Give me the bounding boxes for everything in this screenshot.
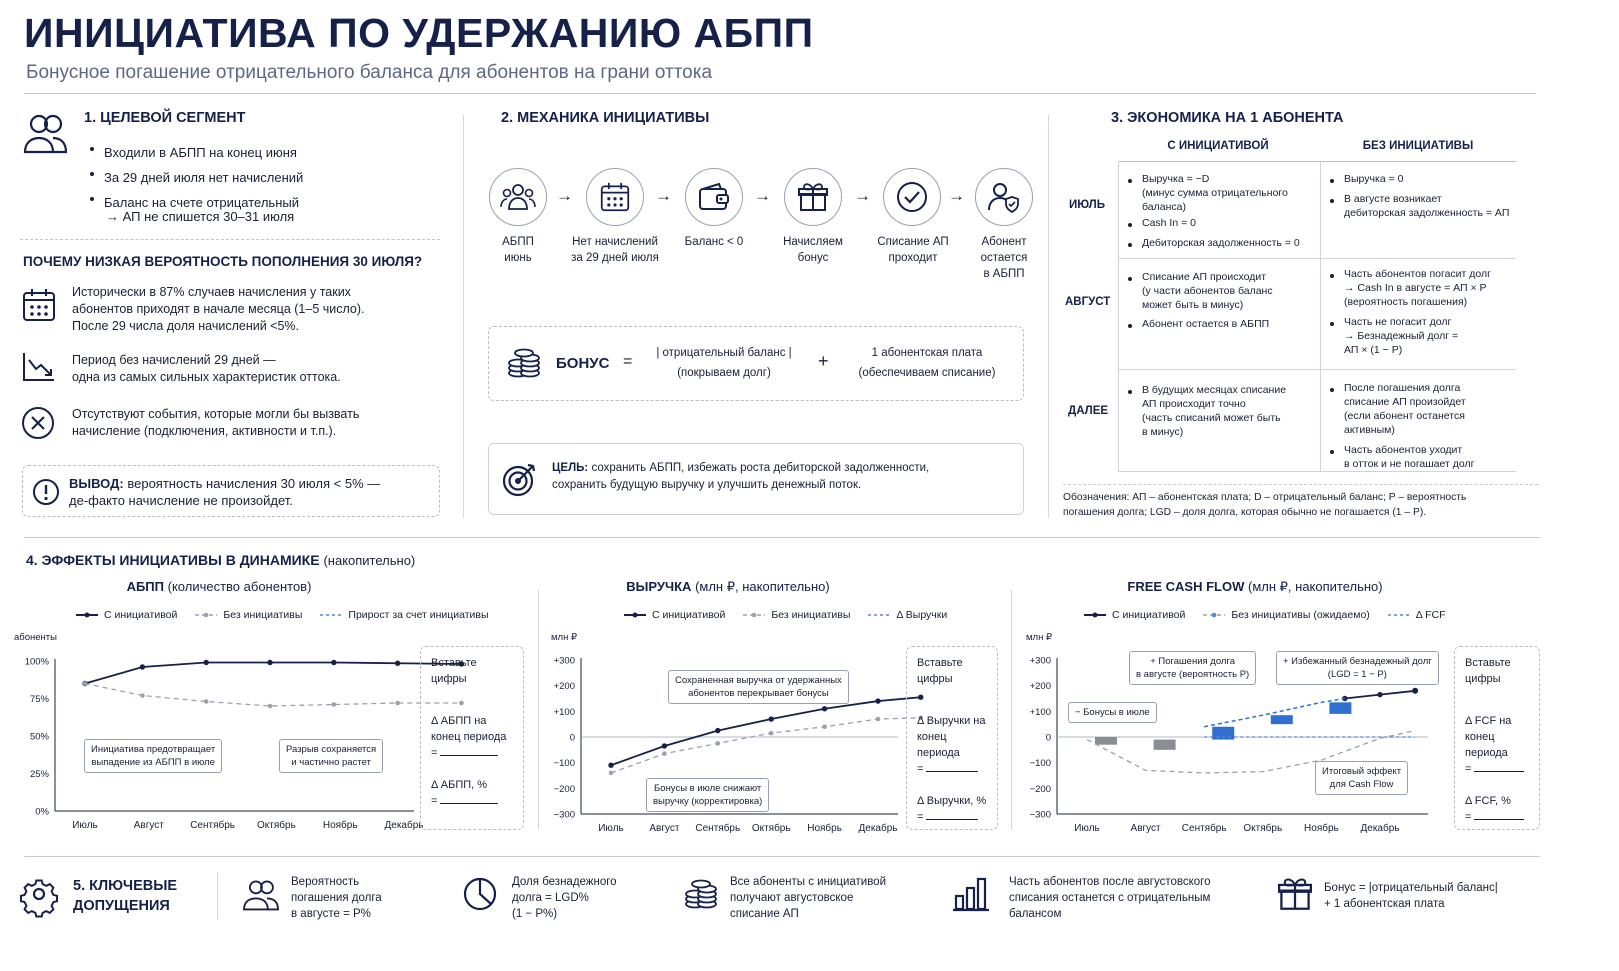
data-point [822,706,827,711]
wallet-icon [698,183,730,211]
step-circle [784,168,842,226]
bar [1095,737,1117,745]
segment-criteria-list [90,140,430,215]
column-header-with: С ИНИЦИАТИВОЙ [1167,140,1269,152]
divider [24,856,1540,857]
chart-legend [76,609,489,621]
plus-sign: + [818,351,829,371]
x-tick-label: Август [133,820,164,831]
section1-title: 1. ЦЕЛЕВОЙ СЕГМЕНТ [84,110,246,126]
data-point [769,731,774,736]
bonus-term-fee: 1 абонентская плата (обеспечиваем списание) [858,347,996,379]
section2-title: 2. МЕХАНИКА ИНИЦИАТИВЫ [501,110,710,126]
chart-subscribers [14,578,524,840]
step-label: Абонент остается в АБПП [980,236,1028,280]
y-tick-label: −300 [553,809,575,821]
y-tick-label: 50% [29,731,49,743]
chart-annotation: − Бонусы в июле [1068,702,1157,723]
users-icon [22,110,68,158]
gift-icon [798,182,828,212]
cell-later-with: В будущих месяцах списание АП происходит точно (часть списаний может быть в минус) [1128,383,1316,439]
section3-title: 3. ЭКОНОМИКА НА 1 АБОНЕНТА [1111,110,1344,126]
data-point [268,704,273,709]
bar [1271,715,1293,724]
chart-legend [624,609,947,621]
chart-annotation: Итоговый эффект для Cash Flow [1315,761,1408,795]
flow-arrow: → [854,186,871,205]
x-tick-label: Август [1130,823,1161,834]
flow-arrow: → [754,186,771,205]
data-point [83,681,88,686]
x-tick-label: Ноябрь [322,820,358,831]
y-tick-label: +300 [553,655,575,667]
chart-annotation: Инициатива предотвращает выпадение из АБПП в июле [84,739,222,773]
cell-august-without: Часть абонентов погасит долг → Cash In в августе = АП × P (вероятность погашения) Часть не погасит долг → Безнадежный долг = АП × (1 − P) [1330,267,1516,357]
legend-swatch [320,612,342,618]
y-tick-label: −200 [1029,783,1051,795]
y-tick-label: −200 [553,783,575,795]
x-tick-label: Октябрь [1243,823,1283,834]
series-line [611,697,921,765]
legend-swatch [1084,612,1106,618]
step-label: Начисляем бонус [783,236,843,264]
y-tick-label: +300 [1029,655,1051,667]
x-tick-label: Ноябрь [1304,823,1339,834]
y-tick-label: +100 [553,706,575,718]
chart-annotation: Разрыв сохраняется и частично растет [279,739,383,773]
users-icon [500,182,536,212]
chart-annotation: + Погашения долга в августе (вероятность P) [1129,651,1256,685]
step-circle [883,168,941,226]
y-axis-label: млн ₽ [1026,632,1053,643]
reason-item: Исторически в 87% случаев начисления у таких абонентов приходят в начале месяца (1–5 число). После 29 числа доля начислений <5%. [72,285,365,333]
cell-august-with: Списание АП происходит (у части абонентов баланс может быть в минус) Абонент остается в АБПП [1128,270,1316,331]
divider [20,239,440,240]
row-label-july: ИЮЛЬ [1069,199,1106,211]
divider [1048,115,1049,518]
x-tick-label: Ноябрь [807,823,842,834]
divider [1118,161,1516,162]
data-point [715,728,720,733]
info-icon [32,478,60,506]
chart-title: ВЫРУЧКА (млн ₽, накопительно) [626,579,830,594]
x-tick-label: Сентябрь [695,823,741,834]
x-tick-label: Декабрь [858,823,898,834]
data-point [332,702,337,707]
data-point [609,771,614,776]
data-point [662,743,667,748]
chart-title: FREE CASH FLOW (млн ₽, накопительно) [1127,579,1383,594]
flow-arrow: → [948,186,965,205]
bar [1154,740,1176,750]
users-icon [241,878,281,912]
bonus-label: БОНУС [556,355,610,372]
divider [538,590,539,830]
assumption-item: Доля безнадежного долга = LGD% (1 − P%) [512,876,617,920]
assumption-item: Бонус = |отрицательный баланс| + 1 абонентская плата [1324,882,1498,910]
x-tick-label: Октябрь [751,823,791,834]
series-line [611,718,921,773]
step-label: Баланс < 0 [684,236,744,248]
assumption-item: Часть абонентов после августовского списания останется с отрицательным балансом [1009,876,1211,920]
criteria-item: Баланс на счете отрицательный [90,190,430,215]
legend-item: Прирост за счет инициативы [348,609,489,621]
cell-july-with: Выручка = −D (минус сумма отрицательного баланса) Cash In = 0 Дебиторская задолженность = 0 [1128,172,1316,250]
x-tick-label: Декабрь [1360,823,1400,834]
data-point [1377,692,1382,697]
x-tick-label: Август [649,823,680,834]
data-point [395,701,400,706]
conclusion-label: ВЫВОД: [69,476,124,491]
section-assumptions [20,868,1540,958]
legend-item: Δ Выручки [896,609,948,621]
y-tick-label: +100 [1029,706,1051,718]
section-target-segment [20,104,445,524]
insert-figures-box[interactable]: Вставьте цифры Δ FCF на конец периода = Δ FCF, % = [1454,646,1540,830]
divider [1063,484,1538,485]
step-label: Нет начислений за 29 дней июля [571,236,659,264]
y-axis-label: млн ₽ [551,632,578,643]
y-tick-label: 75% [29,694,49,705]
y-tick-label: 0 [569,732,575,744]
coins-icon [684,878,718,910]
goal-text: сохранить будущую выручку и улучшить денежный поток. [552,479,862,491]
x-circle-icon [21,406,55,440]
legend-item: С инициативой [1112,609,1186,621]
x-tick-label: Июль [598,823,624,834]
y-tick-label: 0% [35,806,49,818]
divider [1118,369,1516,370]
pie-icon [462,876,498,912]
row-label-later: ДАЛЕЕ [1068,405,1109,417]
cell-later-without: После погашения долга списание АП произойдет (если абонент останется активным) Часть абонентов уходит в отток и не погашает долг [1330,381,1516,471]
chart-plot [14,638,424,838]
cell-july-without: Выручка = 0 В августе возникает дебиторская задолженность = АП [1330,172,1516,220]
column-header-without: БЕЗ ИНИЦИАТИВЫ [1362,140,1474,152]
data-point [876,717,881,722]
divider [1320,161,1321,471]
step-circle [685,168,743,226]
data-point [395,661,400,666]
legend-swatch [195,612,217,618]
x-tick-label: Сентябрь [1181,823,1227,834]
insert-figures-box[interactable]: Вставьте цифры Δ Выручки на конец периода = Δ Выручки, % = [906,646,998,830]
equals-sign: = [623,353,633,370]
divider [1118,471,1516,472]
criteria-item: За 29 дней июля нет начислений [90,165,430,190]
criteria-item: Входили в АБПП на конец июня [90,140,430,165]
data-point [331,660,336,665]
legend-swatch [743,612,765,618]
y-tick-label: 100% [24,656,49,668]
x-tick-label: Июль [72,820,98,831]
why-title: ПОЧЕМУ НИЗКАЯ ВЕРОЯТНОСТЬ ПОПОЛНЕНИЯ 30 ИЮЛЯ? [23,254,423,269]
data-point [140,664,145,669]
legend-swatch [1203,612,1225,618]
row-label-august: АВГУСТ [1065,296,1111,308]
assumption-item: Вероятность погашения долга в августе = P% [291,876,382,920]
data-point [204,660,209,665]
data-point [716,741,721,746]
section-mechanics [488,104,1028,524]
step-circle [489,168,547,226]
chart-annotation: + Избежанный безнадежный долг (LGD = 1 − P) [1276,651,1439,685]
divider [24,537,1540,538]
legend-item: Без инициативы [771,609,851,621]
calendar-icon [600,182,630,212]
chart-annotation: Сохраненная выручка от удержанных абонентов перекрывает бонусы [668,670,849,704]
divider [1011,590,1012,830]
calendar-icon [22,288,56,322]
flow-arrow: → [655,186,672,205]
bonus-formula-box [488,326,1024,401]
conclusion-text: де-факто начисление не произойдет. [69,493,293,508]
data-point [267,660,272,665]
trend-down-icon [22,352,56,382]
y-tick-label: −100 [1029,758,1051,770]
y-tick-label: −300 [1029,809,1051,821]
chart-fcf [1020,578,1540,840]
legend-note: Обозначения: АП – абонентская плата; D – отрицательный баланс; P – вероятность погашения долга; LGD – доля долга, которая обычно не погашается (1 – P). [1063,492,1467,518]
chart-annotation: Бонусы в июле снижают выручку (корректировка) [646,778,769,812]
data-point [140,693,145,698]
bar-chart-icon [952,876,990,912]
divider [1118,161,1119,471]
x-tick-label: Декабрь [384,820,424,831]
y-tick-label: 0 [1045,732,1051,744]
assumption-item: Все абоненты с инициативой получают августовское списание АП [730,876,887,920]
legend-item: С инициативой [104,609,178,621]
chart-title: АБПП (количество абонентов) [126,579,312,594]
x-tick-label: Июль [1074,823,1100,834]
page-title: ИНИЦИАТИВА ПО УДЕРЖАНИЮ АБПП [24,10,814,56]
bonus-term-debt: | отрицательный баланс | (покрываем долг) [656,347,792,379]
data-point [204,699,209,704]
section-economics [1062,104,1532,524]
bar [1212,727,1234,740]
data-point [608,763,613,768]
data-point [662,751,667,756]
chart-revenue [548,578,1008,840]
user-shield-icon [988,181,1020,213]
divider [1118,258,1516,259]
reason-item: Период без начислений 29 дней — одна из самых сильных характеристик оттока. [72,353,341,384]
conclusion-text: вероятность начисления 30 июля < 5% — [127,476,381,491]
y-tick-label: +200 [553,681,575,693]
coins-icon [507,347,541,379]
legend-item: Δ FCF [1415,609,1446,621]
data-point [1412,688,1418,694]
chart-legend [1084,609,1446,621]
legend-swatch [76,612,98,618]
legend-swatch [624,612,646,618]
legend-item: Без инициативы [223,609,303,621]
goal-box [488,443,1024,515]
divider [463,115,464,518]
legend-item: С инициативой [652,609,726,621]
gift-icon [1278,877,1312,911]
legend-swatch [1388,612,1410,618]
section5-title: 5. КЛЮЧЕВЫЕ ДОПУЩЕНИЯ [73,878,178,914]
target-icon [501,462,537,498]
bar [1329,702,1351,714]
flow-arrow: → [556,186,573,205]
data-point [875,698,880,703]
step-label: АБПП июнь [502,236,534,264]
gear-icon [22,877,56,911]
criteria-consequence: → АП не спишется 30–31 июля [106,209,295,224]
conclusion-box [22,465,440,517]
x-tick-label: Октябрь [257,820,296,831]
legend-swatch [868,612,890,618]
check-circle-icon [896,181,928,213]
divider [217,873,218,919]
data-point [822,724,827,729]
y-tick-label: 25% [29,769,49,780]
step-label: Списание АП проходит [877,236,949,264]
data-point [769,716,774,721]
y-axis-label: абоненты [14,632,57,643]
goal-text: сохранить АБПП, избежать роста дебиторской задолженности, [591,462,930,474]
x-tick-label: Сентябрь [190,820,236,831]
y-tick-label: +200 [1029,681,1051,693]
header-divider [24,93,1536,94]
goal-label: ЦЕЛЬ: [552,462,589,474]
y-tick-label: −100 [553,758,575,770]
step-circle [975,168,1033,226]
section4-title: 4. ЭФФЕКТЫ ИНИЦИАТИВЫ В ДИНАМИКЕ (накопительно) [26,552,416,568]
insert-figures-box[interactable]: Вставьте цифры Δ АБПП на конец периода = Δ АБПП, % = [420,646,524,830]
legend-item: Без инициативы (ожидаемо) [1231,609,1370,621]
page-subtitle: Бонусное погашение отрицательного баланса для абонентов на грани оттока [26,62,713,83]
step-circle [586,168,644,226]
reason-item: Отсутствуют события, которые могли бы вызвать начисление (подключения, активности и т.п.). [72,407,360,438]
